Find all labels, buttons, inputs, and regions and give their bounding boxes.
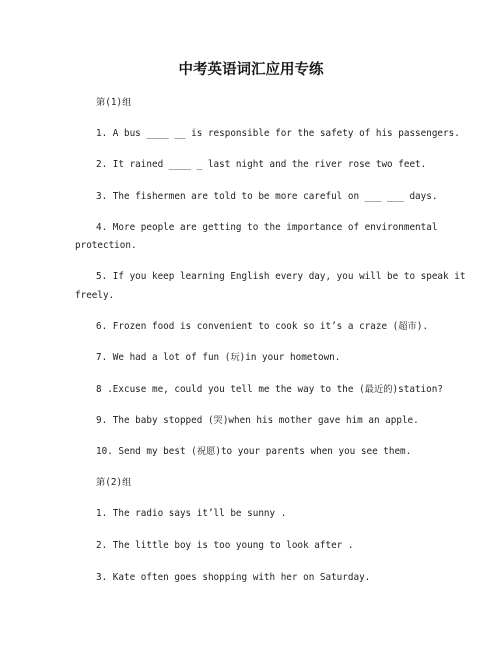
group-1-item-9: 9. The baby stopped (哭)when his mother gave him an apple. (96, 415, 419, 426)
group-1-item-7: 7. We had a lot of fun (玩)in your hometown. (96, 352, 341, 363)
group-2-item-3: 3. Kate often goes shopping with her on Saturday. (96, 572, 371, 583)
group-2-item-1: 1. The radio says it’ll be sunny . (96, 508, 287, 519)
group-2-heading: 第(2)组 (96, 477, 132, 488)
group-1-item-10: 10. Send my best (祝愿)to your parents when you see them. (96, 446, 412, 457)
document-title: 中考英语词汇应用专练 (178, 61, 324, 78)
group-1-item-5: 5. If you keep learning English every day, you will be to speak it (96, 271, 466, 282)
group-1-item-1: 1. A bus ____ __ is responsible for the safety of his passengers. (96, 128, 460, 139)
group-1-item-8: 8 .Excuse me, could you tell me the way to the (最近的)station? (96, 384, 443, 395)
group-1-item-4: 4. More people are getting to the importance of environmental (96, 222, 438, 233)
group-1-item-6: 6. Frozen food is convenient to cook so it’s a craze (超市). (96, 321, 429, 332)
group-2-item-2: 2. The little boy is too young to look after . (96, 540, 354, 551)
group-1-item-3: 3. The fishermen are told to be more careful on ___ ___ days. (96, 191, 438, 202)
group-1-item-2: 2. It rained ____ _ last night and the river rose two feet. (96, 159, 427, 170)
group-1-heading: 第(1)组 (96, 97, 132, 108)
group-1-item-4-continued: protection. (75, 240, 137, 251)
group-1-item-5-continued: freely. (75, 290, 115, 301)
